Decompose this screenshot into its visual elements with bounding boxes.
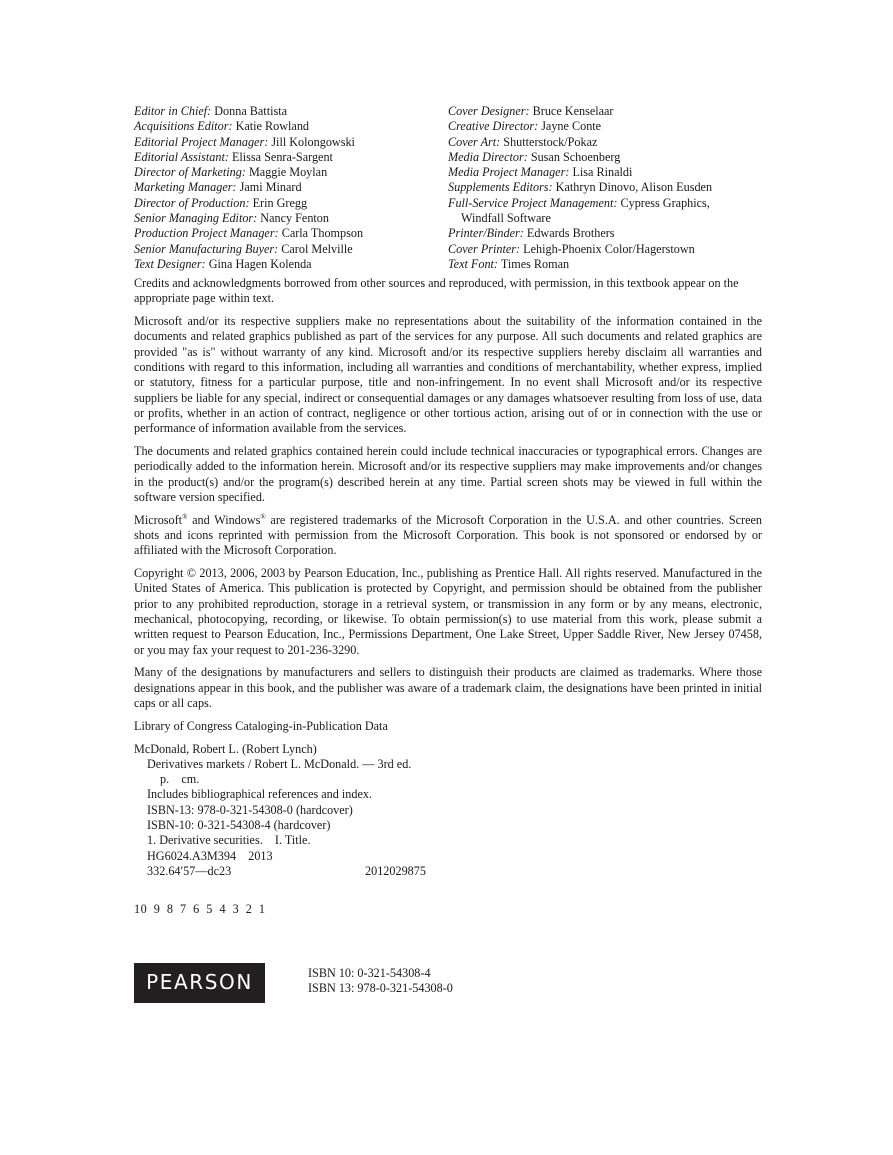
production-credits: [134, 104, 762, 276]
cip-subjects: 1. Derivative securities. I. Title.: [147, 833, 311, 848]
cip-author: McDonald, Robert L. (Robert Lynch): [134, 741, 317, 756]
trademark-paragraph: Microsoft® and Windows® are registered trademarks of the Microsoft Corporation in the U.S.A. and other countries. Screen shots and icons reprinted with permission from the Microsoft Corporation. This book is not sponsored or endorsed by or affiliated with the Microsoft Corporation.: [134, 512, 762, 558]
registered-mark: ®: [182, 512, 188, 521]
credit-line-continuation: Windfall Software: [461, 211, 551, 226]
publisher-footer: [134, 963, 534, 1003]
credit-line: Text Font: Times Roman: [448, 256, 570, 271]
cip-classification-line: [134, 864, 762, 879]
isbn-block: [308, 966, 453, 997]
credit-line: Acquisitions Editor: Katie Rowland: [134, 119, 310, 134]
credit-line: Supplements Editors: Kathryn Dinovo, Alison Eusden: [448, 180, 713, 195]
credit-line: Production Project Manager: Carla Thompson: [134, 226, 364, 241]
credit-line: Media Project Manager: Lisa Rinaldi: [448, 165, 633, 180]
copyright-paragraph: Copyright © 2013, 2006, 2003 by Pearson Education, Inc., publishing as Prentice Hall. All rights reserved. Manufactured in the United States of America. This publication is protected by Copyright, and permission should be obtained from the publisher prior to any prohibited reproduction, storage in a retrieval system, or transmission in any form or by any means, electronic, mechanical, photocopying, recording, or likewise. To obtain permission(s) to use material from this work, please submit a written request to Pearson Education, Inc., Permissions Department, One Lake Street, Upper Saddle River, New Jersey 07458, or you may fax your request to 201-236-3290.: [134, 566, 762, 657]
credit-line: Editor in Chief: Donna Battista: [134, 104, 288, 118]
credit-line: Text Designer: Gina Hagen Kolenda: [134, 256, 312, 271]
credit-line: Director of Production: Erin Gregg: [134, 195, 308, 210]
credit-line: Editorial Assistant: Elissa Senra-Sargent: [134, 149, 333, 164]
designations-paragraph: Many of the designations by manufacturers and sellers to distinguish their products are claimed as trademarks. Where those designations appear in this book, and the publisher was aware of a trademark claim, the designations have been printed in initial caps or all caps.: [134, 665, 762, 710]
printing-line: 10 9 8 7 6 5 4 3 2 1: [134, 902, 266, 917]
credit-line: Senior Managing Editor: Nancy Fenton: [134, 211, 329, 226]
copyright-page: [134, 104, 762, 917]
credit-line: Senior Manufacturing Buyer: Carol Melville: [134, 241, 353, 256]
credit-line: Cover Designer: Bruce Kenselaar: [448, 104, 614, 118]
credits-right-column: [448, 104, 748, 272]
credits-left-column: [134, 104, 434, 272]
credit-line: Full-Service Project Management: Cypress Graphics,: [448, 195, 710, 210]
cip-data-block: [134, 742, 762, 880]
cip-dewey: 332.64′57—dc23: [147, 863, 232, 878]
inaccuracies-paragraph: The documents and related graphics contained herein could include technical inaccuracies or typographical errors. Changes are periodically added to the information herein. Microsoft and/or its respective suppliers may make improvements and/or changes in the product(s) and/or the program(s) described herein at any time. Partial screen shots may be viewed in full within the software version specified.: [134, 443, 762, 504]
credit-line: Media Director: Susan Schoenberg: [448, 149, 621, 164]
credit-line: Editorial Project Manager: Jill Kolongowski: [134, 134, 355, 149]
isbn10-line: ISBN 10: 0-321-54308-4: [308, 966, 431, 980]
isbn13-line: ISBN 13: 978-0-321-54308-0: [308, 981, 453, 996]
registered-mark: ®: [260, 512, 266, 521]
cip-includes: Includes bibliographical references and index.: [147, 787, 373, 802]
cip-lccn: 2012029875: [365, 863, 426, 878]
credits-acknowledgment-paragraph: Credits and acknowledgments borrowed from other sources and reproduced, with permission, in this textbook appear on the appropriate page within text.: [134, 276, 739, 306]
pearson-logo: PEARSON: [134, 963, 265, 1003]
credit-line: Creative Director: Jayne Conte: [448, 119, 602, 134]
cip-isbn13: ISBN-13: 978-0-321-54308-0 (hardcover): [147, 802, 353, 817]
credit-line: Printer/Binder: Edwards Brothers: [448, 226, 615, 241]
loc-heading: Library of Congress Cataloging-in-Publication Data: [134, 718, 388, 733]
credit-line: Cover Art: Shutterstock/Pokaz: [448, 134, 598, 149]
cip-call-number: HG6024.A3M394 2013: [147, 848, 273, 863]
cip-title: Derivatives markets / Robert L. McDonald. — 3rd ed.: [147, 756, 412, 771]
cip-isbn10: ISBN-10: 0-321-54308-4 (hardcover): [147, 818, 331, 832]
credit-line: Cover Printer: Lehigh-Phoenix Color/Hagerstown: [448, 241, 695, 256]
cip-pages: p. cm.: [160, 772, 200, 787]
credit-line: Director of Marketing: Maggie Moylan: [134, 165, 328, 180]
microsoft-disclaimer-paragraph: Microsoft and/or its respective suppliers make no representations about the suitability of the information contained in the documents and related graphics published as part of the services for any purpose. All such documents and related graphics are provided "as is" without warranty of any kind. Microsoft and/or its respective suppliers hereby disclaim all warranties and conditions with regard to this information, including all warranties and conditions of merchantability, whether express, implied or statutory, fitness for a particular purpose, title and non-infringement. In no event shall Microsoft and/or its respective suppliers be liable for any special, indirect or consequential damages or any damages whatsoever resulting from loss of use, data or profits, whether in an action of contract, negligence or other tortious action, arising out of or in connection with the use or performance of information available from the services.: [134, 314, 762, 436]
credit-line: Marketing Manager: Jami Minard: [134, 180, 302, 195]
